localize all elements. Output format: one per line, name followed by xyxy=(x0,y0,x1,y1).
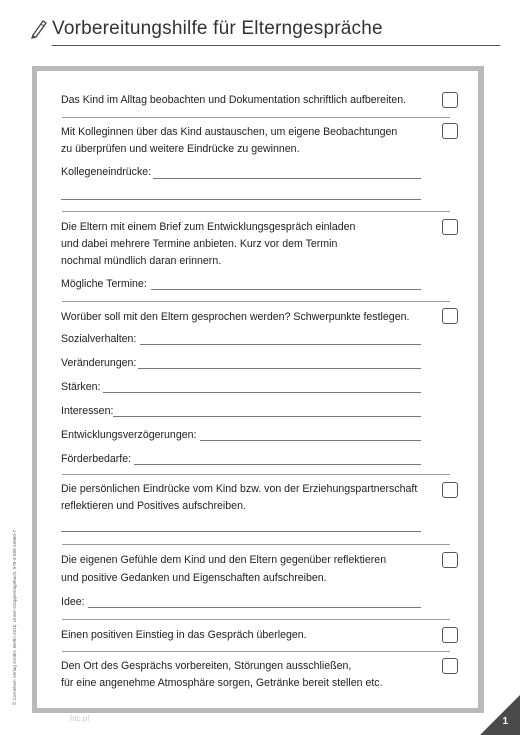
pencil-icon xyxy=(30,18,48,40)
topic-label-delays: Entwicklungsverzögerungen: xyxy=(61,429,197,441)
topic-line-strengths[interactable] xyxy=(103,392,421,393)
section-divider xyxy=(62,619,450,620)
task-feelings-line-1: Die eigenen Gefühle dem Kind und den Eltern gegenüber reflektieren xyxy=(61,554,387,566)
task-location-line-1: Den Ort des Gesprächs vorbereiten, Störungen ausschließen, xyxy=(61,660,352,672)
copyright-note: © Cornelsen Verlag GmbH, Berlin 2016, Unser Gruppentagebuch, 978-3-589-15860-7 xyxy=(12,530,17,705)
task-feelings-checkbox[interactable] xyxy=(442,552,458,568)
task-invite-line-1: Die Eltern mit einem Brief zum Entwicklungsgespräch einladen xyxy=(61,221,356,233)
idea-line[interactable] xyxy=(88,607,421,608)
topic-label-changes: Veränderungen: xyxy=(61,357,137,369)
section-divider xyxy=(62,117,450,118)
task-reflect-partnership-line-2: reflektieren und Positives aufschreiben. xyxy=(61,500,246,512)
task-observe-checkbox[interactable] xyxy=(442,92,458,108)
task-opening-checkbox[interactable] xyxy=(442,627,458,643)
topic-line-support[interactable] xyxy=(134,464,421,465)
task-opening-text: Einen positiven Einstieg in das Gespräch überlegen. xyxy=(61,629,307,641)
colleagues-impressions-label: Kollegeneindrücke: xyxy=(61,166,152,178)
task-invite-checkbox[interactable] xyxy=(442,219,458,235)
section-divider xyxy=(62,474,450,475)
topic-line-interests[interactable] xyxy=(113,416,421,417)
task-colleagues-line-1: Mit Kolleginnen über das Kind austauschen, um eigene Beobachtungen xyxy=(61,126,398,138)
section-divider xyxy=(62,301,450,302)
topic-label-support: Förderbedarfe: xyxy=(61,453,132,465)
possible-dates-line[interactable] xyxy=(151,289,421,290)
task-invite-line-3: nochmal mündlich daran erinnern. xyxy=(61,255,222,267)
topic-line-changes[interactable] xyxy=(138,368,421,369)
topic-label-social: Sozialverhalten: xyxy=(61,333,137,345)
watermark: htc.pl xyxy=(70,714,90,723)
task-topics-checkbox[interactable] xyxy=(442,308,458,324)
section-divider xyxy=(62,544,450,545)
task-reflect-partnership-line-1: Die persönlichen Eindrücke vom Kind bzw. von der Erziehungspartnerschaft xyxy=(61,483,418,495)
colleagues-impressions-line[interactable] xyxy=(153,178,421,179)
reflect-partnership-line[interactable] xyxy=(61,531,421,532)
worksheet-header xyxy=(30,12,500,48)
page-number: 1 xyxy=(502,716,508,727)
page-title: Vorbereitungshilfe für Elterngespräche xyxy=(52,18,383,39)
possible-dates-label: Mögliche Termine: xyxy=(61,278,147,290)
page-corner xyxy=(480,695,520,735)
task-colleagues-checkbox[interactable] xyxy=(442,123,458,139)
topic-label-strengths: Stärken: xyxy=(61,381,101,393)
task-feelings-line-2: und positive Gedanken und Eigenschaften aufschreiben. xyxy=(61,572,327,584)
topic-line-delays[interactable] xyxy=(200,440,421,441)
task-invite-line-2: und dabei mehrere Termine anbieten. Kurz vor dem Termin xyxy=(61,238,338,250)
task-reflect-partnership-checkbox[interactable] xyxy=(442,482,458,498)
task-observe-text: Das Kind im Alltag beobachten und Dokumentation schriftlich aufbereiten. xyxy=(61,94,407,106)
topic-label-interests: Interessen: xyxy=(61,405,114,417)
title-underline xyxy=(52,45,500,46)
colleagues-impressions-line-2[interactable] xyxy=(61,199,421,200)
task-location-line-2: für eine angenehme Atmosphäre sorgen, Getränke bereit stellen etc. xyxy=(61,677,383,689)
task-location-checkbox[interactable] xyxy=(442,658,458,674)
topic-line-social[interactable] xyxy=(140,344,421,345)
checklist-panel xyxy=(32,66,484,713)
section-divider xyxy=(62,211,450,212)
task-colleagues-line-2: zu überprüfen und weitere Eindrücke zu gewinnen. xyxy=(61,143,300,155)
section-divider xyxy=(62,651,450,652)
task-topics-text: Worüber soll mit den Eltern gesprochen werden? Schwerpunkte festlegen. xyxy=(61,311,410,323)
idea-label: Idee: xyxy=(61,596,85,608)
